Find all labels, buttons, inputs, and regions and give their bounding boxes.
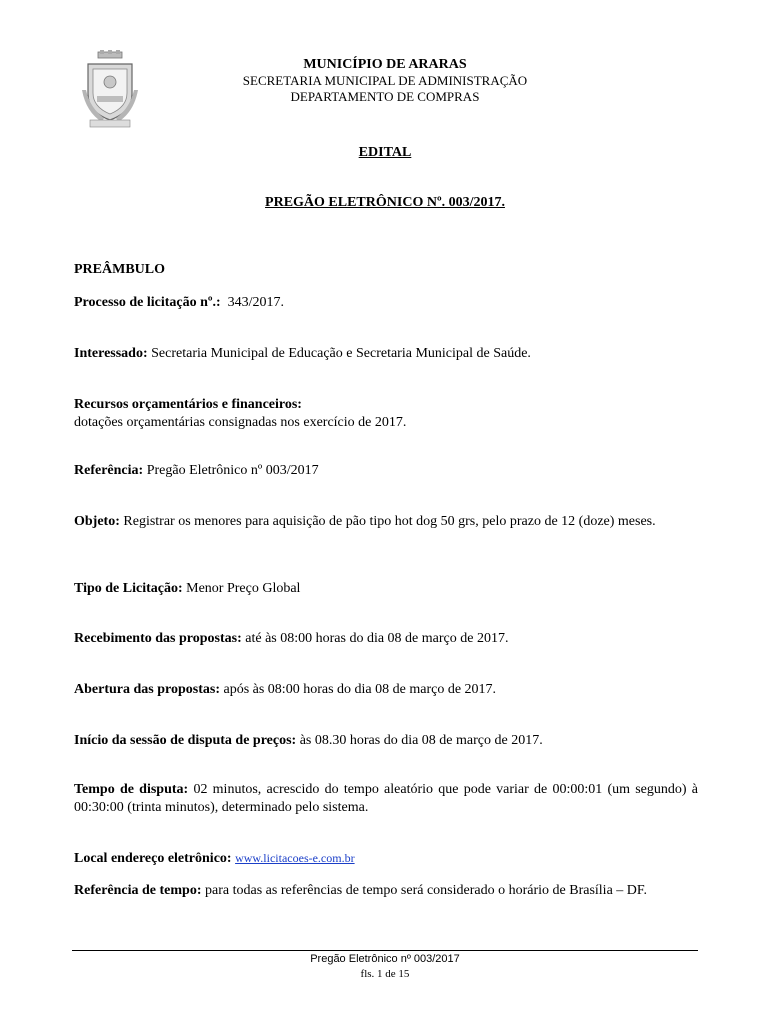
field-label: Objeto: (74, 514, 120, 529)
field-label: Recursos orçamentários e financeiros: (74, 397, 302, 412)
field-inicio (74, 732, 698, 750)
field-interessado (74, 345, 698, 363)
field-processo (74, 294, 698, 312)
department-name: DEPARTAMENTO DE COMPRAS (290, 89, 480, 104)
field-value: até às 08:00 horas do dia 08 de março de 2017. (245, 631, 509, 646)
field-recursos (74, 396, 698, 432)
field-label: Processo de licitação nº.: (74, 295, 221, 310)
page-number: fls. 1 de 15 (360, 968, 410, 980)
field-value: após às 08:00 horas do dia 08 de março de 2017. (223, 682, 497, 697)
footer-divider (72, 950, 698, 951)
field-value: dotações orçamentárias consignadas nos exercício de 2017. (74, 415, 407, 430)
footer-reference: Pregão Eletrônico nº 003/2017 (310, 953, 460, 965)
field-label: Interessado: (74, 346, 148, 361)
secretariat-name: SECRETARIA MUNICIPAL DE ADMINISTRAÇÃO (242, 73, 528, 88)
field-label: Tempo de disputa: (74, 782, 189, 797)
field-label: Abertura das propostas: (74, 682, 220, 697)
field-tipo (74, 580, 698, 598)
field-recebimento (74, 630, 698, 648)
field-value: Pregão Eletrônico nº 003/2017 (146, 463, 319, 478)
preamble-heading: PREÂMBULO (74, 262, 165, 277)
field-label: Recebimento das propostas: (74, 631, 242, 646)
field-label: Local endereço eletrônico: (74, 851, 232, 866)
field-tempo (74, 781, 698, 817)
field-label: Início da sessão de disputa de preços: (74, 733, 297, 748)
document-subtitle: PREGÃO ELETRÔNICO Nº. 003/2017. (265, 195, 505, 210)
website-link[interactable]: www.licitacoes-e.com.br (235, 851, 355, 865)
field-value: às 08.30 horas do dia 08 de março de 2017. (299, 733, 543, 748)
field-value: para todas as referências de tempo será considerado o horário de Brasília – DF. (205, 883, 648, 898)
field-local (74, 849, 698, 868)
field-value: Registrar os menores para aquisição de pão tipo hot dog 50 grs, pelo prazo de 12 (doze) meses. (123, 514, 656, 529)
field-value: 02 minutos, acrescido do tempo aleatório que pode variar de 00:00:01 (um segundo) à 00:30:00 (trinta minutos), determinado pelo sistema. (74, 782, 698, 815)
field-label: Referência: (74, 463, 144, 478)
field-abertura (74, 681, 698, 699)
field-label: Referência de tempo: (74, 883, 202, 898)
field-objeto (74, 513, 698, 531)
document-title: EDITAL (358, 145, 412, 160)
field-referencia (74, 462, 698, 480)
municipality-name: MUNICÍPIO DE ARARAS (303, 57, 467, 72)
field-value: Secretaria Municipal de Educação e Secretaria Municipal de Saúde. (151, 346, 531, 361)
field-ref-tempo (74, 882, 698, 900)
field-value: 343/2017. (227, 295, 285, 310)
field-label: Tipo de Licitação: (74, 581, 183, 596)
field-value: Menor Preço Global (186, 581, 301, 596)
